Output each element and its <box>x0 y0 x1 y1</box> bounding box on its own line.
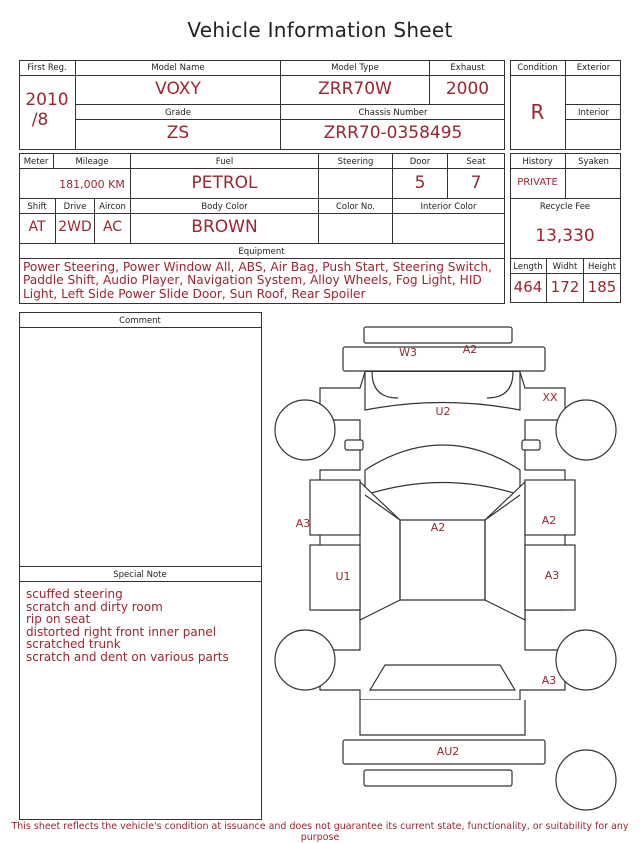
special-note-item: scratch and dirty room <box>26 599 163 614</box>
label-model-name: Model Name <box>151 63 205 73</box>
label-grade: Grade <box>165 108 191 118</box>
label-drive: Drive <box>63 202 87 212</box>
label-steering: Steering <box>337 157 374 167</box>
damage-mark-u1: U1 <box>335 570 351 583</box>
special-note-item: scratched trunk <box>26 637 121 651</box>
label-seat: Seat <box>466 157 486 167</box>
label-recycle-fee: Recycle Fee <box>539 202 591 212</box>
special-note-item: rip on seat <box>26 612 91 626</box>
seat-value: 7 <box>470 173 482 193</box>
door-value: 5 <box>414 173 426 193</box>
height-value: 185 <box>587 278 617 296</box>
history-value: PRIVATE <box>517 177 558 188</box>
damage-mark-a3-right: A3 <box>544 569 560 582</box>
damage-mark-a2-right: A2 <box>541 514 557 527</box>
recycle-fee-value: 13,330 <box>535 226 595 246</box>
mileage-value: 181,000 KM <box>59 178 125 191</box>
label-shift: Shift <box>27 202 47 212</box>
label-body-color: Body Color <box>201 202 248 212</box>
label-first-reg: First Reg. <box>27 63 67 73</box>
label-meter: Meter <box>23 157 49 167</box>
width-value: 172 <box>550 278 580 296</box>
label-exterior: Exterior <box>576 63 611 73</box>
label-interior: Interior <box>577 108 609 118</box>
length-value: 464 <box>513 278 543 296</box>
damage-mark-a2-center: A2 <box>430 521 446 534</box>
model-name-value: VOXY <box>155 79 201 99</box>
label-height: Height <box>587 262 617 272</box>
grade-value: ZS <box>166 123 190 143</box>
first-reg-year: 2010 <box>25 90 69 110</box>
label-syaken: Syaken <box>578 157 609 167</box>
aircon-value: AC <box>102 219 123 235</box>
shift-value: AT <box>28 219 46 235</box>
damage-mark-a2-top: A2 <box>462 343 478 356</box>
label-model-type: Model Type <box>331 63 379 73</box>
label-comment: Comment <box>119 316 161 326</box>
damage-mark-w3: W3 <box>399 346 417 359</box>
label-equipment: Equipment <box>238 247 285 257</box>
label-mileage: Mileage <box>75 157 109 167</box>
label-special-note: Special Note <box>113 570 167 580</box>
label-history: History <box>522 157 553 167</box>
damage-mark-au2: AU2 <box>436 745 460 758</box>
page-title: Vehicle Information Sheet <box>187 18 453 42</box>
fuel-value: PETROL <box>191 173 258 193</box>
damage-mark-xx: XX <box>542 391 558 404</box>
label-fuel: Fuel <box>215 157 234 167</box>
special-note-item: scuffed steering <box>26 587 123 601</box>
special-note-item: scratch and dent on various parts <box>26 649 229 664</box>
label-interior-color: Interior Color <box>420 202 477 212</box>
label-aircon: Aircon <box>99 202 126 212</box>
label-exhaust: Exhaust <box>450 63 485 73</box>
exhaust-value: 2000 <box>445 79 490 99</box>
label-chassis: Chassis Number <box>358 108 428 118</box>
equipment-text: Power Steering, Power Window All, ABS, Air Bag, Push Start, Steering Switch, Paddle Shift, Audio Player, Navigation System, Alloy Wheels, Fog Light, HID Light, Left Side Power Slide Door, Sun Roof, Rear Spoiler <box>23 260 492 301</box>
special-note-item: distorted right front inner panel <box>26 624 217 639</box>
chassis-value: ZRR70-0358495 <box>323 123 463 143</box>
label-door: Door <box>409 157 431 167</box>
body-color-value: BROWN <box>191 217 258 237</box>
special-note-list <box>26 588 229 663</box>
condition-value: R <box>530 100 545 124</box>
label-color-no: Color No. <box>335 202 375 212</box>
label-condition: Condition <box>517 63 558 73</box>
damage-mark-u2: U2 <box>435 405 451 418</box>
damage-mark-a3-rear: A3 <box>541 674 557 687</box>
model-type-value: ZRR70W <box>318 79 392 99</box>
label-width: Widht <box>552 262 578 272</box>
label-length: Length <box>513 262 543 272</box>
disclaimer-footer: This sheet reflects the vehicle's condition at issuance and does not guarantee its current state, functionality, or suitability for any purpose <box>11 821 629 843</box>
first-reg-month: /8 <box>31 110 49 130</box>
drive-value: 2WD <box>58 219 92 235</box>
damage-mark-a3-left: A3 <box>295 517 311 530</box>
